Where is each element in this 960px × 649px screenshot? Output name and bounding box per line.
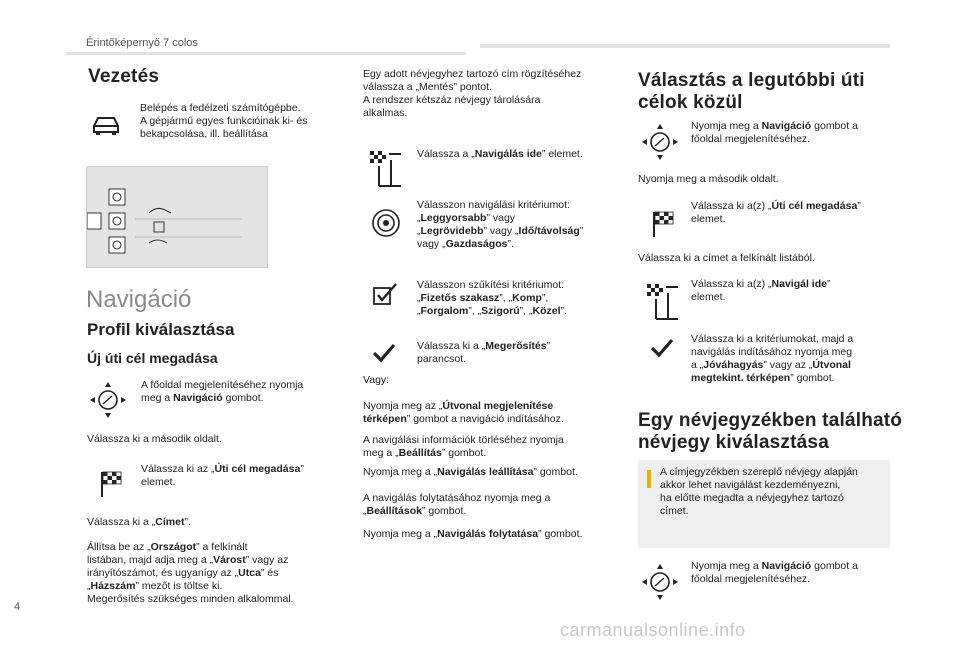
filter-check-icon xyxy=(372,282,398,306)
step-select-address: Válassza ki a „Címet”. xyxy=(87,516,191,528)
step-recent-select-address: Válassza ki a címet a felkínált listából. xyxy=(638,252,815,264)
step-stop-navigation: Nyomja meg a „Navigálás leállítása” gombot. xyxy=(363,466,578,478)
heading-profil: Profil kiválasztása xyxy=(87,320,235,339)
car-icon xyxy=(90,112,122,136)
heading-recent-destinations: Választás a legutóbbi úti célok közül xyxy=(638,70,865,113)
step-resume-navigation: Nyomja meg a „Navigálás folytatása” gombot. xyxy=(363,528,583,540)
heading-uj-uti-cel: Új úti cél megadása xyxy=(87,350,218,366)
section-header: Érintőképernyő 7 colos xyxy=(86,37,198,49)
step-recent-destination: Válassza ki a(z) „Úti cél megadása” elemet. xyxy=(691,200,861,225)
info-icon xyxy=(647,470,651,488)
checkmark-icon xyxy=(372,343,396,363)
checkered-flag-icon xyxy=(100,470,122,498)
nav-joystick-icon xyxy=(640,562,680,602)
watermark: carmanualsonline.info xyxy=(560,620,746,640)
nav-joystick-icon xyxy=(640,122,680,162)
step-recent-open-nav: Nyomja meg a Navigáció gombot a főoldal megjelenítéséhez. xyxy=(691,120,858,145)
header-divider-right xyxy=(480,44,890,48)
intro-contact-address: Egy adott névjegyhez tartozó cím rögzítéséhez válassza a „Mentés” pontot. A rendszer kétszáz névjegy tárolására alkalmas. xyxy=(363,68,582,119)
step-clear-navigation: A navigálási információk törléséhez nyomja meg a „Beállítás” gombot. xyxy=(363,434,564,459)
checkmark-icon xyxy=(650,338,674,358)
step-set-country: Állítsa be az „Országot” a felkínált listában, majd adja meg a „Várost” vagy az irányítószámot, és ugyanígy az „Utca” és „Házszám” mezőt is töltse ki. Megerősítés szükséges minden alkalommal. xyxy=(87,541,294,605)
or-label: Vagy: xyxy=(363,374,390,386)
vezetes-description: Belépés a fedélzeti számítógépbe. A gépjármű egyes funkcióinak ki- és bekapcsolása, ill. beállítása xyxy=(140,102,308,140)
step-resume-settings: A navigálás folytatásához nyomja meg a „Beállítások” gombot. xyxy=(363,492,551,517)
step-contact-open-nav: Nyomja meg a Navigáció gombot a főoldal megjelenítéséhez. xyxy=(691,560,858,585)
step-recent-navigate-to: Válassza ki a(z) „Navigál ide” elemet. xyxy=(691,278,831,303)
checkered-flag-icon xyxy=(652,210,674,238)
heading-navigacio: Navigáció xyxy=(86,286,192,313)
heading-contact-selection: Egy névjegyzékben található névjegy kiválasztása xyxy=(638,410,903,453)
step-second-page: Válassza ki a második oldalt. xyxy=(87,433,222,445)
nav-joystick-icon xyxy=(88,380,128,420)
step-select-destination: Válassza ki az „Úti cél megadása” elemet. xyxy=(141,463,304,488)
step-filter-criteria: Válasszon szűkítési kritériumot: „Fizetős szakasz”, „Komp”, „Forgalom”, „Szigorú”, „Közel”. xyxy=(417,279,567,317)
driving-screen-illustration xyxy=(86,166,268,268)
step-confirm: Válassza ki a „Megerősítés” parancsot. xyxy=(417,340,551,365)
page-number: 4 xyxy=(14,601,21,613)
target-icon xyxy=(371,208,401,238)
step-recent-confirm: Válassza ki a kritériumokat, majd a navigálás indításához nyomja meg a „Jóváhagyás” vagy az „Útvonal megtekint. térképen” gombot. xyxy=(691,333,854,384)
checkered-flag-icon xyxy=(646,283,680,321)
step-open-navigation: A főoldal megjelenítéséhez nyomja meg a Navigáció gombot. xyxy=(141,379,304,404)
heading-vezetes: Vezetés xyxy=(88,66,160,87)
step-navigate-to: Válassza a „Navigálás ide” elemet. xyxy=(417,148,583,160)
step-recent-second-page: Nyomja meg a második oldalt. xyxy=(638,173,779,185)
checkered-flag-icon xyxy=(369,150,403,188)
info-note-text: A címjegyzékben szereplő névjegy alapján akkor lehet navigálást kezdeményezni, ha előtte megadta a névjegyhez tartozó címet. xyxy=(660,466,858,517)
step-show-route-map: Nyomja meg az „Útvonal megjelenítése térképen” gombot a navigáció indításához. xyxy=(363,400,564,425)
header-divider-left xyxy=(66,52,466,55)
step-route-criteria: Válasszon navigálási kritériumot: „Leggyorsabb” vagy „Legrövidebb” vagy „Idő/távolság” vagy „Gazdaságos”. xyxy=(417,199,584,250)
